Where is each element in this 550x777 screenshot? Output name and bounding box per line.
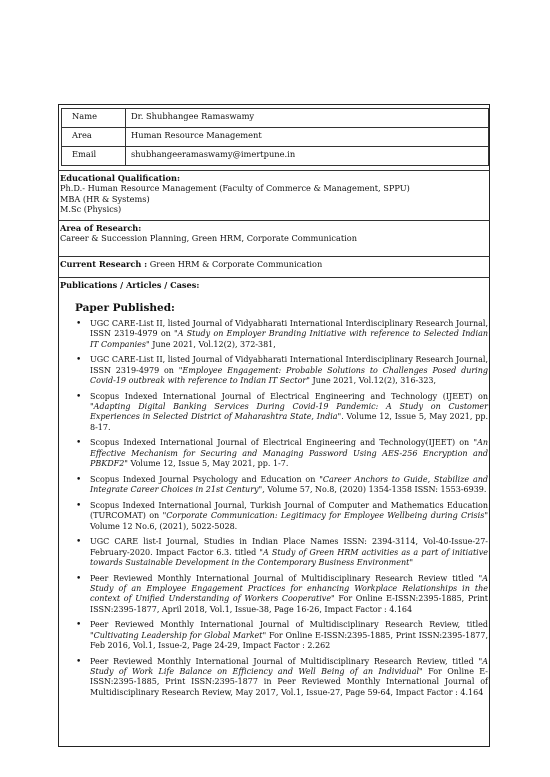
publication-item: • UGC CARE-List II, listed Journal of Vidyabharati International Interdisciplinary Research Journal, ISSN 2319-4979 on "Employee Engagement: Probable Solutions to Challenges Posed during Covid-19 outbreak with reference to Indian IT Sector" June 2021, Vol.12(2), 316-323,	[58, 355, 490, 386]
profile-row-name	[62, 109, 489, 128]
publication-item: • Peer Reviewed Monthly International Journal of Multidisciplinary Research Review, titled "A Study of Work Life Balance on Efficiency and Well Being of an Individual" For Online E-ISSN:2395-1885, Print ISSN:2395-1877 in Peer Reviewed Monthly International Journal of Multidisciplinary Research Review, May 2017, Vol.1, Issue-27, Page 59-64, Impact Factor : 4.164	[58, 657, 490, 698]
profile-row-area	[62, 128, 489, 147]
education-line: M.Sc (Physics)	[60, 203, 122, 214]
name-value: Dr. Shubhangee Ramaswamy	[126, 109, 489, 128]
research-area-section	[58, 220, 490, 254]
area-value: Human Resource Management	[126, 128, 489, 147]
education-line: MBA (HR & Systems)	[60, 193, 150, 204]
email-label: Email	[62, 147, 126, 166]
profile-row-email	[62, 147, 489, 166]
publication-item: • Scopus Indexed Journal Psychology and Education on "Career Anchors to Guide, Stabilize and Integrate Career Choices in 21st Century", Volume 57, No.8, (2020) 1354-1358 ISSN: 1553-6939.	[58, 475, 490, 496]
publication-item: • UGC CARE list-I Journal, Studies in Indian Place Names ISSN: 2394-3114, Vol-40-Issue-27-February-2020. Impact Factor 6.3. titled "A Study of Green HRM activities as a part of initiative towards Sustainable Development in the Contemporary Business Environment"	[58, 537, 490, 568]
publication-item: • Peer Reviewed Monthly International Journal of Multidisciplinary Research Review titled "A Study of an Employee Engagement Practices for enhancing Workplace Relationships in the context of Unified Understanding of Workers Cooperative" For Online E-ISSN:2395-1885, Print ISSN:2395-1877, April 2018, Vol.1, Issue-38, Page 16-26, Impact Factor : 4.164	[58, 574, 490, 615]
current-research-text: Green HRM & Corporate Communication	[149, 259, 323, 269]
publications-heading: Publications / Articles / Cases:	[60, 280, 200, 290]
education-heading: Educational Qualification:	[60, 173, 180, 183]
area-label: Area	[62, 128, 126, 147]
publication-item: • Scopus Indexed International Journal, Turkish Journal of Computer and Mathematics Education (TURCOMAT) on "Corporate Communication: Legitimacy for Employee Wellbeing during Crisis" Volume 12 No.6, (2021), 5022-5028.	[58, 501, 490, 532]
research-area-text: Career & Succession Planning, Green HRM, Corporate Communication	[60, 233, 357, 244]
papers-published-heading: Paper Published:	[75, 302, 175, 314]
current-research-section	[58, 256, 490, 276]
education-section	[58, 170, 490, 218]
profile-table	[61, 108, 489, 166]
publication-item: • UGC CARE-List II, listed Journal of Vidyabharati International Interdisciplinary Research Journal, ISSN 2319-4979 on "A Study on Employer Branding Initiative with reference to Selected Indian IT Companies" June 2021, Vol.12(2), 372-381,	[58, 319, 490, 350]
publication-item: • Scopus Indexed International Journal of Electrical Engineering and Technology (IJEET) on "Adapting Digital Banking Services During Covid-19 Pandemic: A Study on Customer Experiences in Selected District of Maharashtra State, India". Volume 12, Issue 5, May 2021, pp. 8-17.	[58, 392, 490, 433]
name-label: Name	[62, 109, 126, 128]
publication-list	[58, 319, 490, 704]
email-value: shubhangeeramaswamy@imertpune.in	[126, 147, 489, 166]
current-research-heading: Current Research :	[60, 259, 148, 269]
publications-section	[58, 277, 490, 297]
education-line: Ph.D.- Human Resource Management (Faculty of Commerce & Management, SPPU)	[60, 183, 410, 194]
publication-item: • Scopus Indexed International Journal of Electrical Engineering and Technology(IJEET) on "An Effective Mechanism for Securing and Managing Password Using AES-256 Encryption and PBKDF2" Volume 12, Issue 5, May 2021, pp. 1-7.	[58, 438, 490, 469]
publication-item: • Peer Reviewed Monthly International Journal of Multidisciplinary Research Review, titled "Cultivating Leadership for Global Market" For Online E-ISSN:2395-1885, Print ISSN:2395-1877, Feb 2016, Vol.1, Issue-2, Page 24-29, Impact Factor : 2.262	[58, 620, 490, 651]
research-area-heading: Area of Research:	[60, 223, 142, 233]
